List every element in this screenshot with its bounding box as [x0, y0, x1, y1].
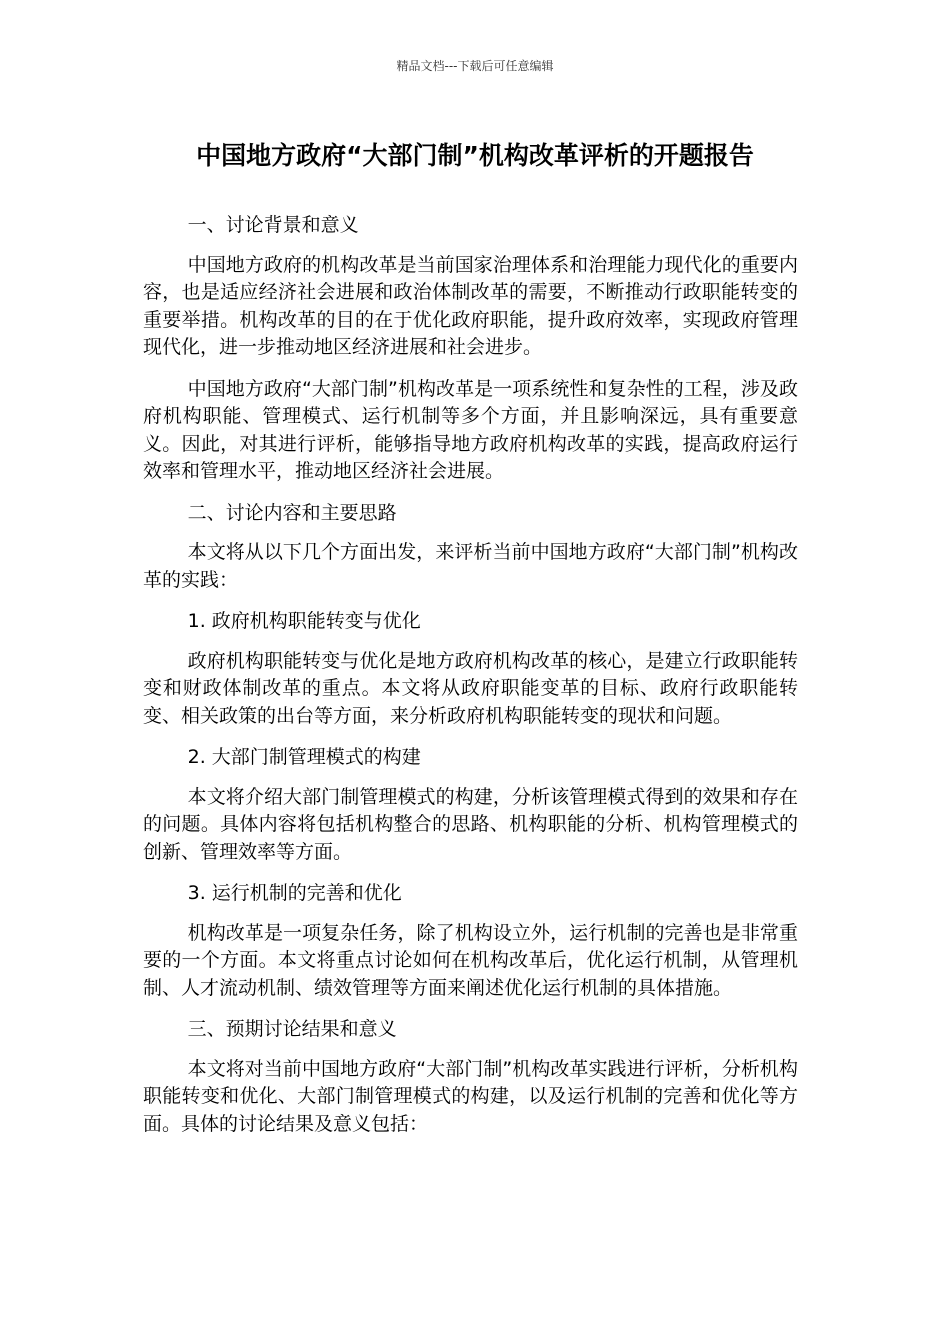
paragraph-function-transformation: 政府机构职能转变与优化是地方政府机构改革的核心，是建立行政职能转变和财政体制改革的重点。本文将从政府职能变革的目标、政府行政职能转变、相关政策的出台等方面，来分析政府机构职能转变的现状和问题。	[143, 649, 798, 727]
page-header-note: 精品文档---下载后可任意编辑	[396, 59, 554, 73]
paragraph-background-1: 中国地方政府的机构改革是当前国家治理体系和治理能力现代化的重要内容，也是适应经济社会进展和政治体制改革的需要，不断推动行政职能转变的重要举措。机构改革的目的在于优化政府职能，提升政府效率，实现政府管理现代化，进一步推动地区经济进展和社会进步。	[143, 253, 798, 358]
paragraph-super-ministry-model: 本文将介绍大部门制管理模式的构建，分析该管理模式得到的效果和存在的问题。具体内容将包括机构整合的思路、机构职能的分析、机构管理模式的创新、管理效率等方面。	[143, 785, 798, 863]
document-body	[143, 212, 798, 1152]
paragraph-content-intro: 本文将从以下几个方面出发，来评析当前中国地方政府“大部门制”机构改革的实践：	[143, 541, 798, 591]
section-heading-content: 二、讨论内容和主要思路	[187, 501, 397, 524]
paragraph-operating-mechanism: 机构改革是一项复杂任务，除了机构设立外，运行机制的完善也是非常重要的一个方面。本文将重点讨论如何在机构改革后，优化运行机制，从管理机制、人才流动机制、绩效管理等方面来阐述优化运行机制的具体措施。	[143, 921, 798, 999]
subheading-function-transformation: 1. 政府机构职能转变与优化	[187, 610, 421, 632]
paragraph-expected-results: 本文将对当前中国地方政府“大部门制”机构改革实践进行评析，分析机构职能转变和优化、大部门制管理模式的构建，以及运行机制的完善和优化等方面。具体的讨论结果及意义包括：	[143, 1057, 798, 1135]
subheading-operating-mechanism: 3. 运行机制的完善和优化	[187, 882, 402, 904]
subheading-super-ministry-model: 2. 大部门制管理模式的构建	[187, 746, 421, 768]
paragraph-background-2: 中国地方政府“大部门制”机构改革是一项系统性和复杂性的工程，涉及政府机构职能、管理模式、运行机制等多个方面，并且影响深远，具有重要意义。因此，对其进行评析，能够指导地方政府机构改革的实践，提高政府运行效率和管理水平，推动地区经济社会进展。	[143, 377, 798, 482]
section-heading-background: 一、讨论背景和意义	[187, 214, 359, 236]
section-heading-expected-results: 三、预期讨论结果和意义	[187, 1018, 397, 1040]
document-title: 中国地方政府“大部门制”机构改革评析的开题报告	[196, 141, 754, 170]
